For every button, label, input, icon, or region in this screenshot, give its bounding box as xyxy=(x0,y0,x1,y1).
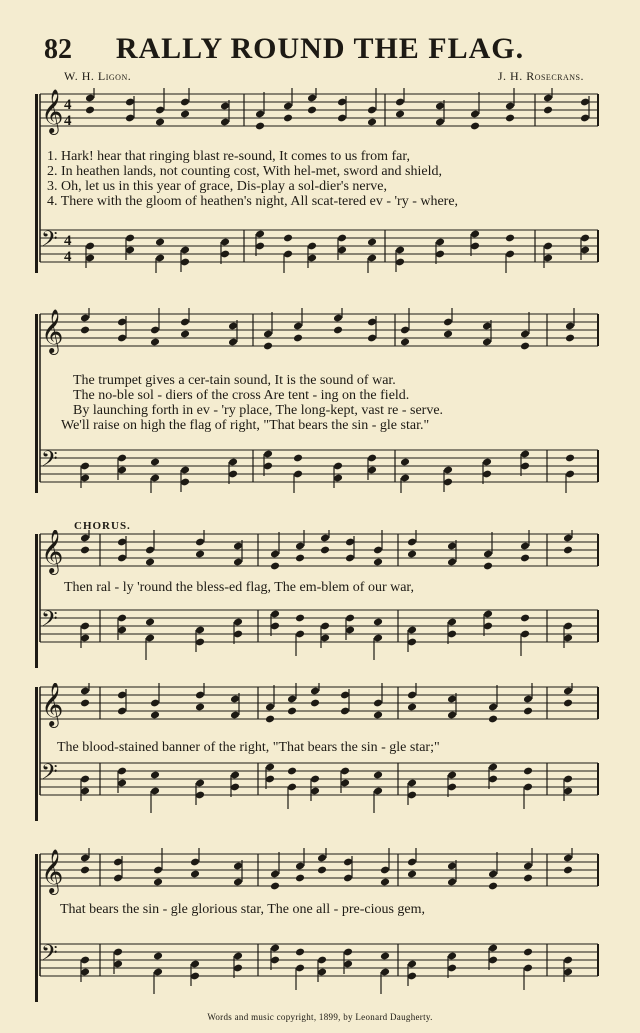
note-head xyxy=(270,562,280,571)
note-head xyxy=(565,334,575,343)
note-head xyxy=(523,874,533,883)
music-system-3 xyxy=(0,530,640,670)
chorus-line-3: That bears the sin - gle glorious star, The one all - pre-cious gem, xyxy=(60,902,426,917)
note-head xyxy=(380,878,390,887)
note-head xyxy=(367,118,377,127)
note-head xyxy=(543,106,553,115)
note-head xyxy=(317,866,327,875)
note-head xyxy=(520,342,530,351)
page-number: 82 xyxy=(44,34,72,65)
note-head xyxy=(287,707,297,716)
music-system-5 xyxy=(0,848,640,1003)
note-head xyxy=(400,458,410,467)
time-signature-top: 4 xyxy=(64,233,72,249)
bass-staff xyxy=(40,941,598,994)
note-head xyxy=(283,114,293,123)
verse-1-line-1: 1. Hark! hear that ringing blast re-sound, It comes to us from far, xyxy=(47,149,410,164)
note-head xyxy=(195,703,205,712)
note-head xyxy=(373,558,383,567)
note-head xyxy=(80,546,90,555)
note-head xyxy=(320,546,330,555)
composer-credit: J. H. Rosecrans. xyxy=(497,69,584,83)
bass-clef-icon: 𝄢 xyxy=(41,447,58,477)
note-head xyxy=(150,771,160,780)
note-head xyxy=(373,618,383,627)
note-head xyxy=(407,703,417,712)
bass-staff xyxy=(40,447,598,493)
note-head xyxy=(523,767,533,776)
note-head xyxy=(85,106,95,115)
chorus-label: CHORUS. xyxy=(74,520,131,532)
note-head xyxy=(373,711,383,720)
note-head xyxy=(80,326,90,335)
bass-staff xyxy=(40,227,598,273)
note-head xyxy=(407,870,417,879)
note-head xyxy=(145,618,155,627)
note-head xyxy=(263,342,273,351)
system-bracket xyxy=(35,854,38,1002)
note-head xyxy=(295,948,305,957)
note-head xyxy=(150,711,160,720)
note-head xyxy=(150,458,160,467)
note-head xyxy=(520,554,530,563)
note-head xyxy=(310,699,320,708)
hymn-title: RALLY ROUND THE FLAG. xyxy=(115,32,525,65)
note-head xyxy=(295,554,305,563)
bass-clef-icon: 𝄢 xyxy=(41,760,58,790)
treble-staff xyxy=(40,848,598,895)
note-head xyxy=(367,238,377,247)
system-bracket xyxy=(35,687,38,821)
note-head xyxy=(488,715,498,724)
bass-staff xyxy=(40,607,598,660)
treble-clef-icon: 𝄞 xyxy=(41,683,64,726)
note-head xyxy=(407,550,417,559)
verse-3-line-1: 3. Oh, let us in this year of grace, Dis-play a sol-dier's nerve, xyxy=(47,179,387,194)
note-head xyxy=(293,334,303,343)
verse-2-line-2: The no-ble sol - diers of the cross Are tent - ing on the field. xyxy=(73,388,410,403)
note-head xyxy=(380,952,390,961)
copyright-notice: Words and music copyright, 1899, by Leonard Daugherty. xyxy=(207,1012,433,1022)
note-head xyxy=(488,882,498,891)
note-head xyxy=(295,614,305,623)
note-head xyxy=(270,882,280,891)
treble-staff xyxy=(40,683,598,728)
system-bracket xyxy=(35,94,38,273)
time-signature-bottom: 4 xyxy=(64,113,72,129)
time-signature-bottom: 4 xyxy=(64,249,72,265)
note-head xyxy=(287,767,297,776)
note-head xyxy=(443,330,453,339)
note-head xyxy=(283,234,293,243)
note-head xyxy=(255,122,265,131)
treble-clef-icon: 𝄞 xyxy=(41,89,64,133)
note-head xyxy=(565,454,575,463)
bass-clef-icon: 𝄢 xyxy=(41,941,58,971)
verse-4-line-2: We'll raise on high the flag of right, "That bears the sin - gle star." xyxy=(61,418,430,433)
note-head xyxy=(145,558,155,567)
note-head xyxy=(523,948,533,957)
note-head xyxy=(523,707,533,716)
bass-staff xyxy=(40,760,598,813)
note-head xyxy=(293,454,303,463)
treble-staff xyxy=(40,530,598,575)
bass-clef-icon: 𝄢 xyxy=(41,607,58,637)
treble-clef-icon: 𝄞 xyxy=(41,530,64,573)
verse-1-line-2: The trumpet gives a cer-tain sound, It is the sound of war. xyxy=(73,373,396,388)
note-head xyxy=(563,866,573,875)
note-head xyxy=(80,699,90,708)
treble-clef-icon: 𝄞 xyxy=(41,849,64,893)
verse-2-line-1: 2. In heathen lands, not counting cost, With hel-met, sword and shield, xyxy=(47,164,442,179)
note-head xyxy=(307,106,317,115)
note-head xyxy=(400,338,410,347)
time-signature-top: 4 xyxy=(64,97,72,113)
chorus-line-1: Then ral - ly 'round the bless-ed flag, The em-blem of our war, xyxy=(64,580,415,595)
note-head xyxy=(505,234,515,243)
note-head xyxy=(153,878,163,887)
note-head xyxy=(470,122,480,131)
verse-3-line-2: By launching forth in ev - 'ry place, The long-kept, vast re - serve. xyxy=(73,403,444,418)
note-head xyxy=(395,110,405,119)
note-head xyxy=(520,614,530,623)
note-head xyxy=(155,238,165,247)
treble-clef-icon: 𝄞 xyxy=(41,309,64,353)
lyricist-credit: W. H. Ligon. xyxy=(64,69,132,83)
verse-4-line-1: 4. There with the gloom of heathen's night, All scat-tered ev - 'ry - where, xyxy=(47,194,459,209)
note-head xyxy=(563,546,573,555)
note-head xyxy=(80,866,90,875)
note-head xyxy=(150,338,160,347)
note-head xyxy=(180,330,190,339)
note-head xyxy=(195,550,205,559)
note-head xyxy=(505,114,515,123)
system-bracket xyxy=(35,534,38,668)
note-head xyxy=(333,326,343,335)
note-head xyxy=(373,771,383,780)
treble-staff xyxy=(40,308,598,355)
note-head xyxy=(563,699,573,708)
treble-staff xyxy=(40,88,598,135)
note-head xyxy=(155,118,165,127)
system-bracket xyxy=(35,314,38,493)
note-head xyxy=(295,874,305,883)
note-head xyxy=(483,562,493,571)
bass-clef-icon: 𝄢 xyxy=(41,227,58,257)
note-head xyxy=(265,715,275,724)
note-head xyxy=(180,110,190,119)
note-head xyxy=(190,870,200,879)
chorus-line-2: The blood-stained banner of the right, "That bears the sin - gle star;" xyxy=(57,740,440,755)
note-head xyxy=(153,952,163,961)
